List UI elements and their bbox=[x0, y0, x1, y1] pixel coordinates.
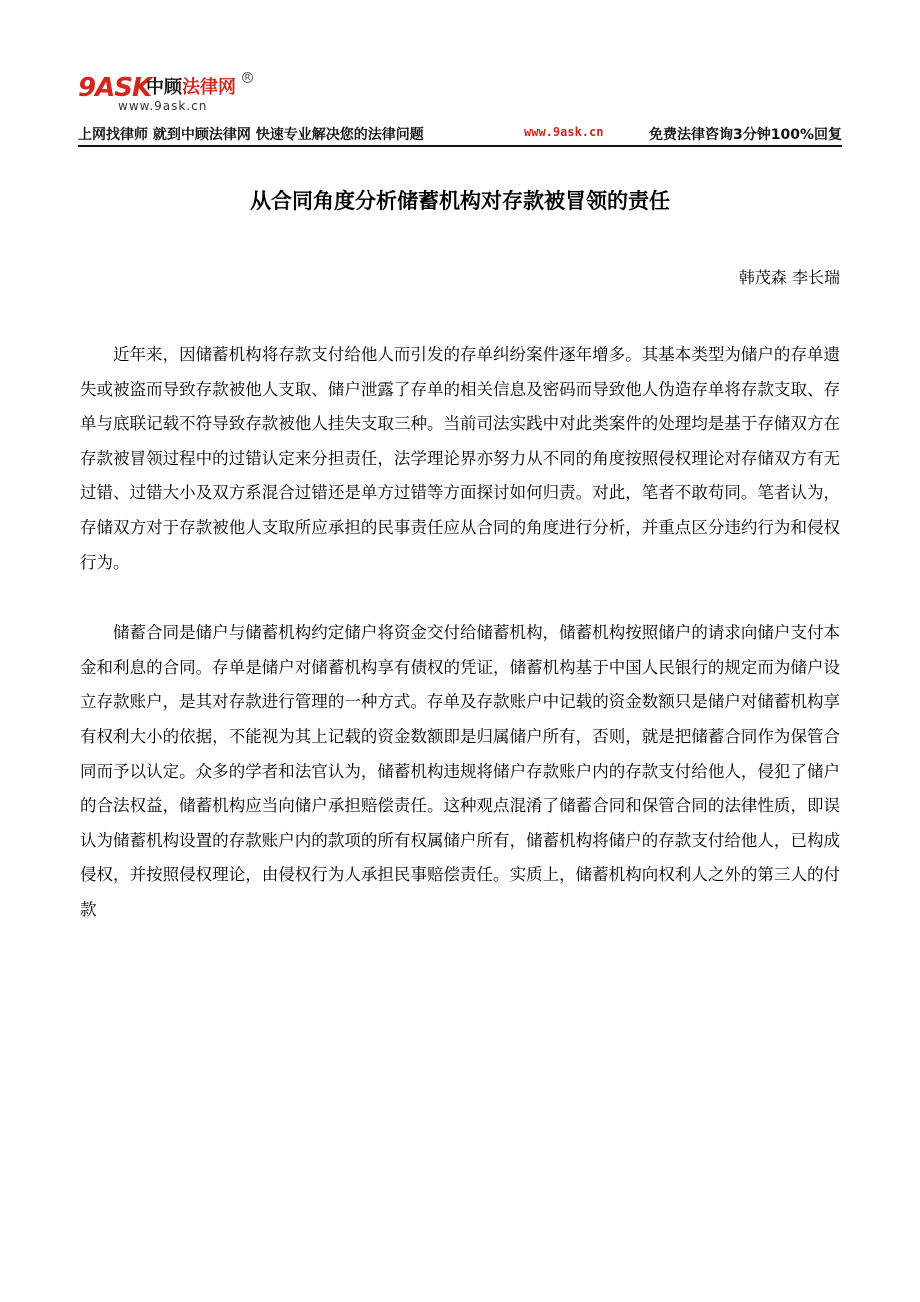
logo-name-black: 中顾 bbox=[146, 77, 182, 98]
site-logo[interactable] bbox=[78, 72, 278, 118]
header-site-url[interactable]: www.9ask.cn bbox=[524, 125, 604, 139]
body-paragraph-1: 近年来，因储蓄机构将存款支付给他人而引发的存单纠纷案件逐年增多。其基本类型为储户的存单遗失或被盗而导致存款被他人支取、储户泄露了存单的相关信息及密码而导致他人伪造存单将存款支取、存单与底联记载不符导致存款被他人挂失支取三种。当前司法实践中对此类案件的处理均是基于存储双方在存款被冒领过程中的过错认定来分担责任，法学理论界亦努力从不同的角度按照侵权理论对存储双方有无过错、过错大小及双方系混合过错还是单方过错等方面探讨如何归责。对此，笔者不敢苟同。笔者认为，存储双方对于存款被他人支取所应承担的民事责任应从合同的角度进行分析，并重点区分违约行为和侵权行为。 bbox=[80, 345, 840, 572]
site-header bbox=[78, 72, 842, 148]
document-authors: 韩茂森 李长瑞 bbox=[738, 268, 840, 287]
document-title: 从合同角度分析储蓄机构对存款被冒领的责任 bbox=[250, 189, 670, 213]
registered-icon: R bbox=[242, 72, 253, 83]
logo-name bbox=[146, 77, 236, 99]
logo-name-red: 法律网 bbox=[182, 77, 236, 98]
body-paragraph-2: 储蓄合同是储户与储蓄机构约定储户将资金交付给储蓄机构，储蓄机构按照储户的请求向储户支付本金和利息的合同。存单是储户对储蓄机构享有债权的凭证，储蓄机构基于中国人民银行的规定而为储户设立存款账户，是其对存款进行管理的一种方式。存单及存款账户中记载的资金数额只是储户对储蓄机构享有权利大小的依据，不能视为其上记载的资金数额即是归属储户所有，否则，就是把储蓄合同作为保管合同而予以认定。众多的学者和法官认为，储蓄机构违规将储户存款账户内的存款支付给他人，侵犯了储户的合法权益，储蓄机构应当向储户承担赔偿责任。这种观点混淆了储蓄合同和保管合同的法律性质，即误认为储蓄机构设置的存款账户内的款项的所有权属储户所有，储蓄机构将储户的存款支付给他人，已构成侵权，并按照侵权理论，由侵权行为人承担民事赔偿责任。实质上，储蓄机构向权利人之外的第三人的付款 bbox=[80, 623, 840, 919]
header-consult-text: 免费法律咨询3分钟100%回复 bbox=[649, 127, 842, 143]
logo-mark: 9ASK bbox=[78, 73, 152, 103]
document-body bbox=[80, 338, 840, 928]
header-tagline: 上网找律师 就到中顾法律网 快速专业解决您的法律问题 bbox=[78, 127, 424, 143]
logo-url: www.9ask.cn bbox=[118, 99, 208, 113]
header-divider bbox=[78, 145, 842, 147]
